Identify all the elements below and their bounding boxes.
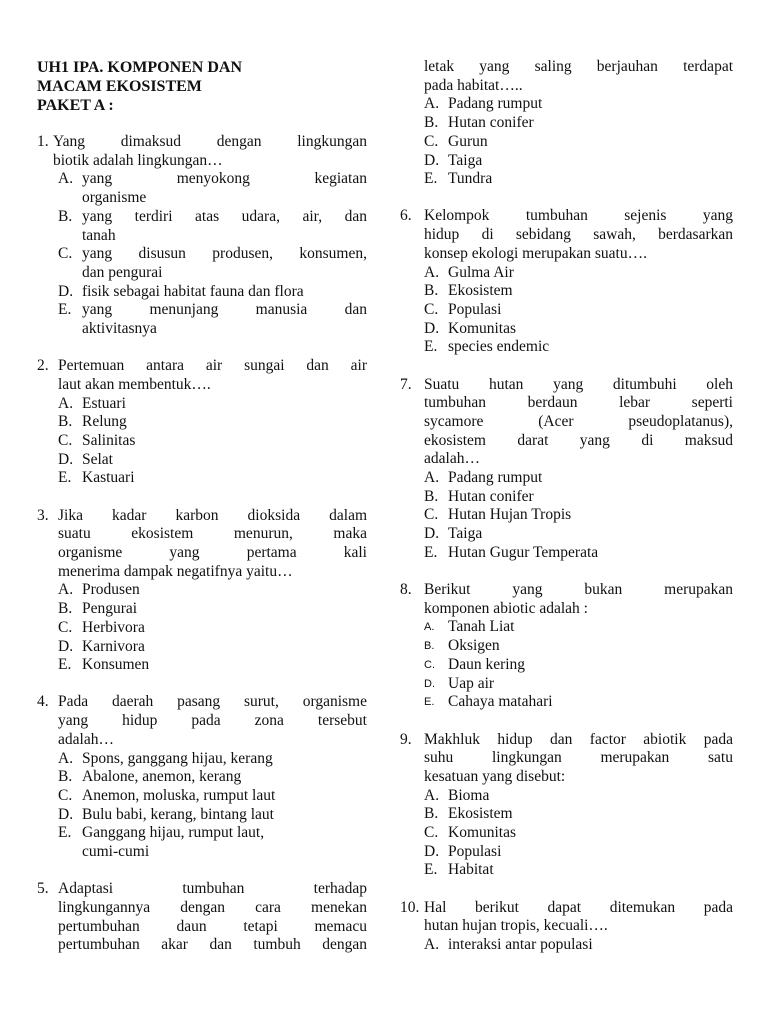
option-b[interactable] bbox=[400, 637, 733, 656]
question-1 bbox=[37, 133, 367, 339]
option-letter: D. bbox=[58, 450, 74, 468]
option-letter: E. bbox=[58, 656, 72, 674]
option-d[interactable] bbox=[400, 320, 733, 339]
option-e[interactable] bbox=[400, 338, 733, 357]
option-letter: C. bbox=[424, 658, 435, 671]
question-text-line: Yang dimaksud dengan lingkungan bbox=[53, 133, 367, 150]
option-text: Hutan conifer bbox=[448, 114, 534, 132]
option-e[interactable] bbox=[37, 656, 367, 675]
option-e[interactable] bbox=[400, 170, 733, 189]
option-d[interactable] bbox=[400, 843, 733, 862]
left-column bbox=[37, 58, 367, 974]
option-letter: B. bbox=[58, 600, 73, 618]
option-text: Hutan Hujan Tropis bbox=[448, 506, 572, 524]
option-text: Relung bbox=[82, 413, 127, 431]
option-letter: B. bbox=[424, 487, 439, 505]
option-text: Habitat bbox=[448, 861, 494, 879]
option-text: cumi-cumi bbox=[82, 843, 150, 861]
option-text: yang terdiri atas udara, air, dan bbox=[82, 207, 367, 225]
question-text-line: ekosistem darat yang di maksud bbox=[424, 431, 733, 449]
options-list bbox=[400, 787, 733, 881]
option-b[interactable] bbox=[400, 805, 733, 824]
option-b[interactable] bbox=[37, 413, 367, 432]
option-e[interactable] bbox=[400, 693, 733, 712]
question-text-line: suhu lingkungan merupakan satu bbox=[424, 749, 733, 767]
question-text-line: biotik adalah lingkungan… bbox=[53, 151, 223, 169]
option-c[interactable] bbox=[37, 432, 367, 451]
question-number: 3. bbox=[37, 506, 49, 524]
question-text-line: pada habitat….. bbox=[424, 76, 523, 94]
question-number: 2. bbox=[37, 357, 49, 375]
option-text: Gurun bbox=[448, 132, 488, 150]
option-letter: C. bbox=[424, 506, 439, 524]
option-a[interactable] bbox=[400, 95, 733, 114]
question-text-line: komponen abiotic adalah : bbox=[424, 599, 588, 617]
question-text-line: adalah… bbox=[58, 730, 114, 748]
option-c[interactable] bbox=[400, 824, 733, 843]
option-c[interactable] bbox=[37, 787, 367, 806]
option-b[interactable] bbox=[400, 114, 733, 133]
option-text: Ekosistem bbox=[448, 282, 513, 300]
option-letter: A. bbox=[424, 621, 435, 634]
question-text-line: konsep ekologi merupakan suatu…. bbox=[424, 244, 647, 262]
question-4 bbox=[37, 693, 367, 861]
option-letter: D. bbox=[424, 677, 435, 690]
option-letter: B. bbox=[58, 768, 73, 786]
option-text: tanah bbox=[82, 226, 116, 244]
options-list bbox=[400, 618, 733, 712]
title-line-3: PAKET A : bbox=[37, 97, 114, 114]
option-a[interactable] bbox=[400, 787, 733, 806]
question-text-line: organisme yang pertama kali bbox=[58, 544, 367, 562]
question-text-line: Jika kadar karbon dioksida dalam bbox=[58, 506, 367, 524]
option-text: Tundra bbox=[448, 170, 493, 188]
option-letter: D. bbox=[58, 805, 74, 823]
option-letter: A. bbox=[424, 263, 440, 281]
question-text-line: Makhluk hidup dan factor abiotik pada bbox=[424, 730, 733, 748]
option-e[interactable] bbox=[37, 469, 367, 488]
right-column bbox=[400, 58, 733, 973]
question-number: 5. bbox=[37, 880, 49, 898]
option-letter: A. bbox=[424, 786, 440, 804]
option-letter: A. bbox=[58, 749, 74, 767]
option-text: yang menyokong kegiatan bbox=[82, 170, 367, 188]
option-text: Gulma Air bbox=[448, 263, 514, 281]
option-c[interactable] bbox=[37, 245, 367, 282]
option-d[interactable] bbox=[37, 638, 367, 657]
option-text: Abalone, anemon, kerang bbox=[82, 768, 242, 786]
option-a[interactable] bbox=[37, 581, 367, 600]
option-b[interactable] bbox=[400, 282, 733, 301]
option-letter: D. bbox=[424, 525, 440, 543]
question-number: 1. bbox=[37, 133, 49, 150]
option-text: aktivitasnya bbox=[82, 320, 157, 338]
option-letter: A. bbox=[58, 581, 74, 599]
title-line-2: MACAM EKOSISTEM bbox=[37, 78, 202, 95]
option-letter: C. bbox=[424, 300, 439, 318]
option-letter: A. bbox=[58, 394, 74, 412]
option-text: Bioma bbox=[448, 786, 490, 804]
option-letter: B. bbox=[58, 413, 73, 431]
option-letter: E. bbox=[58, 824, 72, 842]
question-text-line: suatu ekosistem menurun, maka bbox=[58, 525, 367, 543]
question-text-line: Hal berikut dapat ditemukan pada bbox=[424, 898, 733, 916]
options-list bbox=[37, 395, 367, 489]
option-text: Hutan Gugur Temperata bbox=[448, 543, 599, 561]
question-9 bbox=[400, 731, 733, 881]
option-c[interactable] bbox=[400, 506, 733, 525]
option-text: dan pengurai bbox=[82, 263, 163, 281]
option-a[interactable] bbox=[37, 170, 367, 207]
option-text: Estuari bbox=[82, 394, 126, 412]
option-text: Tanah Liat bbox=[448, 618, 515, 636]
option-text: organisme bbox=[82, 189, 147, 207]
question-text-line: Kelompok tumbuhan sejenis yang bbox=[424, 207, 733, 225]
option-letter: E. bbox=[58, 469, 72, 487]
question-10 bbox=[400, 899, 733, 955]
option-letter: E. bbox=[424, 696, 435, 709]
options-list bbox=[37, 750, 367, 862]
option-text: Kastuari bbox=[82, 469, 135, 487]
question-text-line: menerima dampak negatifnya yaitu… bbox=[58, 562, 293, 580]
options-list bbox=[37, 170, 367, 338]
question-text-line: hutan hujan tropis, kecuali…. bbox=[424, 917, 608, 935]
question-text-line: Adaptasi tumbuhan terhadap bbox=[58, 880, 367, 898]
question-text-line: lingkungannya dengan cara menekan bbox=[58, 899, 367, 917]
option-e[interactable] bbox=[37, 824, 367, 861]
option-text: Cahaya matahari bbox=[448, 693, 553, 711]
question-text-line: pertumbuhan akar dan tumbuh dengan bbox=[58, 936, 367, 954]
question-text-line: Pertemuan antara air sungai dan air bbox=[58, 357, 367, 375]
option-a[interactable] bbox=[400, 469, 733, 488]
option-text: species endemic bbox=[448, 338, 550, 356]
question-text-line: letak yang saling berjauhan terdapat bbox=[424, 58, 733, 75]
option-letter: A. bbox=[424, 95, 440, 113]
option-letter: D. bbox=[424, 842, 440, 860]
option-letter: C. bbox=[58, 787, 73, 804]
option-text: Anemon, moluska, rumput laut bbox=[82, 787, 276, 804]
option-text: yang menunjang manusia dan bbox=[82, 301, 367, 319]
question-text-line: hidup di sebidang sawah, berdasarkan bbox=[424, 226, 733, 244]
option-text: Pengurai bbox=[82, 600, 138, 618]
question-number: 8. bbox=[400, 581, 412, 599]
option-letter: D. bbox=[424, 319, 440, 337]
question-8 bbox=[400, 581, 733, 712]
option-e[interactable] bbox=[37, 301, 367, 338]
option-text: Populasi bbox=[448, 842, 502, 860]
options-list bbox=[37, 581, 367, 675]
option-letter: C. bbox=[58, 618, 73, 636]
option-text: interaksi antar populasi bbox=[448, 936, 593, 954]
option-d[interactable] bbox=[37, 806, 367, 825]
question-number: 9. bbox=[400, 730, 412, 748]
question-text-line: Pada daerah pasang surut, organisme bbox=[58, 693, 367, 711]
option-text: Daun kering bbox=[448, 655, 526, 673]
option-letter: C. bbox=[58, 432, 73, 450]
option-text: Herbivora bbox=[82, 618, 145, 636]
option-text: Spons, ganggang hijau, kerang bbox=[82, 749, 273, 767]
option-letter: B. bbox=[424, 114, 439, 132]
option-text: Konsumen bbox=[82, 656, 150, 674]
option-letter: D. bbox=[424, 151, 440, 169]
option-a[interactable] bbox=[37, 750, 367, 769]
option-letter: E. bbox=[424, 338, 438, 356]
option-d[interactable] bbox=[400, 525, 733, 544]
option-text: Ganggang hijau, rumput laut, bbox=[82, 824, 265, 842]
option-d[interactable] bbox=[37, 451, 367, 470]
option-c[interactable] bbox=[37, 619, 367, 638]
question-number: 7. bbox=[400, 375, 412, 393]
option-letter: C. bbox=[58, 245, 73, 263]
option-text: Produsen bbox=[82, 581, 140, 599]
option-letter: B. bbox=[58, 207, 73, 225]
option-text: Selat bbox=[82, 450, 113, 468]
option-letter: A. bbox=[424, 936, 440, 954]
option-e[interactable] bbox=[400, 861, 733, 880]
option-text: Salinitas bbox=[82, 432, 136, 450]
question-number: 10. bbox=[400, 898, 420, 916]
question-text-line: Suatu hutan yang ditumbuhi oleh bbox=[424, 375, 733, 393]
question-number: 6. bbox=[400, 207, 412, 225]
option-a[interactable] bbox=[400, 936, 733, 955]
option-text: Komunitas bbox=[448, 824, 517, 842]
option-text: Hutan conifer bbox=[448, 487, 534, 505]
option-text: Padang rumput bbox=[448, 95, 543, 113]
option-letter: B. bbox=[424, 640, 435, 653]
option-c[interactable] bbox=[400, 656, 733, 675]
option-b[interactable] bbox=[400, 488, 733, 507]
option-a[interactable] bbox=[400, 618, 733, 637]
question-text-line: laut akan membentuk…. bbox=[58, 375, 211, 393]
option-letter: D. bbox=[58, 637, 74, 655]
option-d[interactable] bbox=[400, 152, 733, 171]
option-letter: B. bbox=[424, 805, 439, 823]
question-text-line: tumbuhan berdaun lebar seperti bbox=[424, 394, 733, 412]
option-text: Uap air bbox=[448, 674, 495, 692]
question-3 bbox=[37, 507, 367, 675]
option-text: Taiga bbox=[448, 151, 483, 169]
option-letter: B. bbox=[424, 282, 439, 300]
question-text-line: adalah… bbox=[424, 450, 480, 468]
question-text-line: kesatuan yang disebut: bbox=[424, 767, 566, 785]
question-text-line: pertumbuhan daun tetapi memacu bbox=[58, 917, 367, 935]
option-text: Padang rumput bbox=[448, 469, 543, 487]
question-text-line: sycamore (Acer pseudoplatanus), bbox=[424, 412, 733, 430]
option-letter: E. bbox=[424, 543, 438, 561]
option-letter: E. bbox=[424, 861, 438, 879]
question-5-continued bbox=[400, 58, 733, 189]
option-text: Bulu babi, kerang, bintang laut bbox=[82, 805, 274, 823]
option-letter: C. bbox=[424, 132, 439, 150]
option-b[interactable] bbox=[37, 600, 367, 619]
title-line-1: UH1 IPA. KOMPONEN DAN bbox=[37, 59, 243, 76]
option-letter: C. bbox=[424, 824, 439, 842]
options-list bbox=[400, 936, 733, 955]
question-2 bbox=[37, 357, 367, 488]
exam-title bbox=[37, 58, 367, 115]
question-7 bbox=[400, 376, 733, 563]
option-a[interactable] bbox=[37, 395, 367, 414]
option-a[interactable] bbox=[400, 264, 733, 283]
option-c[interactable] bbox=[400, 133, 733, 152]
option-letter: A. bbox=[424, 469, 440, 487]
option-letter: D. bbox=[58, 282, 74, 300]
options-list bbox=[400, 264, 733, 358]
question-6 bbox=[400, 207, 733, 357]
option-text: Ekosistem bbox=[448, 805, 513, 823]
option-text: Komunitas bbox=[448, 319, 517, 337]
option-e[interactable] bbox=[400, 544, 733, 563]
option-text: yang disusun produsen, konsumen, bbox=[82, 245, 367, 263]
option-c[interactable] bbox=[400, 301, 733, 320]
question-text-line: Berikut yang bukan merupakan bbox=[424, 581, 733, 599]
options-list bbox=[400, 95, 733, 189]
question-5 bbox=[37, 880, 367, 955]
options-list bbox=[400, 469, 733, 563]
question-text-line: yang hidup pada zona tersebut bbox=[58, 712, 367, 730]
option-d[interactable] bbox=[37, 283, 367, 302]
question-number: 4. bbox=[37, 693, 49, 711]
option-text: Oksigen bbox=[448, 637, 500, 655]
option-b[interactable] bbox=[37, 768, 367, 787]
option-letter: E. bbox=[424, 170, 438, 188]
option-text: Karnivora bbox=[82, 637, 145, 655]
option-letter: E. bbox=[58, 301, 72, 319]
option-text: fisik sebagai habitat fauna dan flora bbox=[82, 282, 304, 300]
option-d[interactable] bbox=[400, 675, 733, 694]
option-text: Populasi bbox=[448, 300, 502, 318]
option-letter: A. bbox=[58, 170, 74, 188]
option-text: Taiga bbox=[448, 525, 483, 543]
option-b[interactable] bbox=[37, 208, 367, 245]
